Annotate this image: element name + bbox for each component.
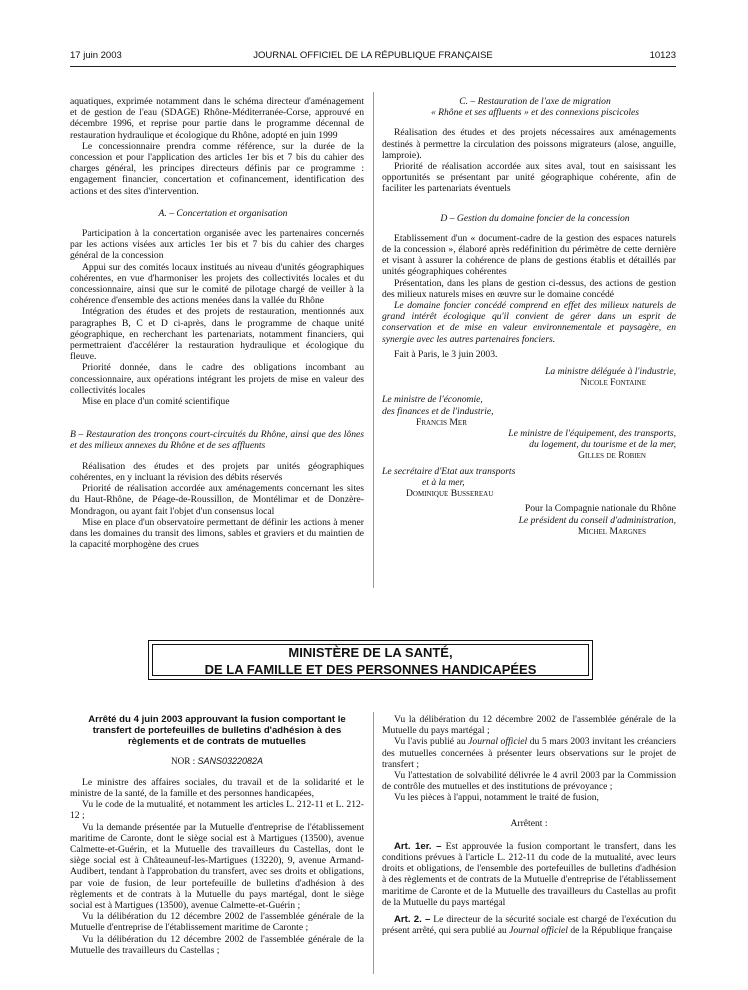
signature-block xyxy=(382,366,676,388)
header-rule xyxy=(70,66,676,67)
paragraph: Réalisation des études et des projets nécessaires aux aménagements destinés à permettre la circulation des poissons migrateurs (alose, anguille, lamproie). xyxy=(382,127,676,161)
paragraph: aquatiques, exprimée notamment dans le schéma directeur d'aménagement et de gestion de l'eau (SDAGE) Rhône-Méditerranée-Corse, approuvé en décembre 1996, et reprise pour partie dans le programme décennal de restauration hydraulique et écologique du Rhône, adopté en juin 1999 xyxy=(70,96,364,141)
signatory-title: Le secrétaire d'Etat aux transports xyxy=(382,465,516,477)
nor-label: NOR : xyxy=(170,755,196,766)
paragraph: Vu la délibération du 12 décembre 2002 de l'assemblée générale de la Mutuelle du pays martégal ; xyxy=(382,714,676,737)
article-2 xyxy=(382,914,676,936)
signatory-title: La ministre déléguée à l'industrie, xyxy=(545,366,676,378)
paragraph: Mise en place d'un comité scientifique xyxy=(82,396,230,408)
paragraph: Appui sur des comités locaux institués au niveau d'unités géographiques cohérentes, en vue d'harmoniser les projets des collectivités locales et du concessionnaire, ainsi que sur le comité de pilotage chargé de veiller à la cohérence d'ensemble des actions menées dans la vallée du Rhône xyxy=(70,261,364,307)
paragraph: Le domaine foncier concédé comprend en effet des milieux naturels de grand intérêt écologique qu'il convient de gérer dans un esprit de conservation et de mise en valeur environnementale et paysagère, en synergie avec les autres partenaires fonciers. xyxy=(382,300,676,345)
signatory-name: Gilles de Robien xyxy=(578,450,646,462)
article-label: Art. 1er. – xyxy=(394,840,442,852)
banner-inner-border xyxy=(152,644,589,676)
section-heading-b: B – Restauration des tronçons court-circuités du Rhône, ainsi que des lônes et des milieux annexes du Rhône et de ses affluents xyxy=(70,429,364,452)
column-left-bottom xyxy=(70,714,364,956)
signature-block xyxy=(382,394,676,428)
journal-ref: Journal officiel xyxy=(509,925,568,937)
paragraph: Priorité de réalisation accordée aux sites aval, tout en saisissant les opportunités se présentant par unité géographique cohérente, afin de faciliter les partenariats éventuels xyxy=(382,161,676,195)
nor-reference xyxy=(70,756,364,767)
ministry-name-line1: MINISTÈRE DE LA SANTÉ, xyxy=(288,645,453,660)
nor-code: SANS0322082A xyxy=(197,755,264,766)
signatory-name: Dominique Bussereau xyxy=(406,488,494,500)
paragraph: Priorité donnée, dans le cadre des obligations incombant au concessionnaire, aux opérations intégrant les projets de mise en valeur des collectivités locales xyxy=(70,362,364,396)
signatory-title: des finances et de l'industrie, xyxy=(382,405,494,417)
text-run: du 5 mars 2003 invitant les créanciers des mutuelles concernées à présenter leurs observations sur le projet de transfert ; xyxy=(382,736,676,770)
text-run: Est approuvée la fusion comportant le transfert, dans les conditions prévues à l'article L. 212-11 du code de la mutualité, avec leurs droits et obligations, de l'ensemble des portefeuilles de bulletins d'adhésion à des règlements et de contrats de la Mutuelle d'entreprise de l'établissement maritime de Caronte et de la Mutuelle des travailleurs du Castellas au profit de la Mutuelle du pays martégal xyxy=(382,840,676,908)
signature-block xyxy=(382,466,676,500)
section-heading-c-sub: « Rhône et ses affluents » et des connexions piscicoles xyxy=(430,107,640,119)
issue-date: 17 juin 2003 xyxy=(70,50,122,61)
section-heading-d: D – Gestion du domaine foncier de la concession xyxy=(440,212,630,224)
text-run: Vu l'avis publié au xyxy=(394,736,469,748)
column-left-top xyxy=(70,96,364,550)
signatory-title: et à la mer, xyxy=(422,476,465,488)
column-right-top xyxy=(382,96,676,537)
column-divider xyxy=(373,712,374,974)
paragraph: Présentation, dans les plans de gestion ci-dessus, des actions de gestion des milieux naturels mises en œuvre sur le domaine concédé xyxy=(382,277,676,300)
section-heading-c: C. – Restauration de l'axe de migration xyxy=(459,96,611,107)
paragraph xyxy=(382,736,676,770)
ministry-name-line2: DE LA FAMILLE ET DES PERSONNES HANDICAPÉES xyxy=(204,662,537,677)
done-at: Fait à Paris, le 3 juin 2003. xyxy=(394,348,498,360)
page-number: 10123 xyxy=(649,50,676,61)
paragraph: Priorité de réalisation accordée aux aménagements concernant les sites du Haut-Rhône, de Péage-de-Roussillon, de Montélimar et de Donzère-Mondragon, ou ayant fait l'objet d'un consensus local xyxy=(70,483,364,517)
signatory-title: Le président du conseil d'administration, xyxy=(518,514,676,526)
paragraph: Vu l'attestation de solvabilité délivrée le 4 avril 2003 par la Commission de contrôle des mutuelles et des institutions de prévoyance ; xyxy=(382,770,676,793)
column-divider xyxy=(373,92,374,588)
journal-ref: Journal officiel xyxy=(468,736,528,748)
paragraph: Etablissement d'un « document-cadre de la gestion des espaces naturels de la concession », élaboré après redéfinition du périmètre de cette dernière et visant à assurer la cohérence de plans de gestions établis et détaillés par unités géographiques cohérentes xyxy=(382,232,676,278)
article-1 xyxy=(382,841,676,908)
paragraph: Vu la délibération du 12 décembre 2002 de l'assemblée générale de la Mutuelle d'entreprise de l'établissement maritime de Caronte ; xyxy=(70,911,364,934)
paragraph: Vu le code de la mutualité, et notamment les articles L. 212-11 et L. 212-12 ; xyxy=(70,799,364,822)
paragraph: Vu la demande présentée par la Mutuelle d'entreprise de l'établissement maritime de Caronte, dont le siège social est à Martigues (13500), avenue Calmette-et-Guérin, et la Mutuelle des travailleurs du Castellas, dont le siège social est à Châteauneuf-les-Martigues (13220), 9, avenue Armand-Audibert, tendant à l'approbation du transfert, avec ses droits et obligations, par voie de fusion, de leur portefeuille de bulletins d'adhésion à des règlements et de contrats à la Mutuelle du pays martégal, dont le siège social est à Martigues (13500), avenue Calmette-et-Guérin ; xyxy=(70,821,364,912)
signature-block xyxy=(382,503,676,537)
paragraph: Le ministre des affaires sociales, du travail et de la solidarité et le ministre de la santé, de la famille et des personnes handicapées, xyxy=(70,776,364,800)
ministry-banner xyxy=(148,640,593,680)
paragraph: Réalisation des études et des projets par unités géographiques cohérentes, en y incluant la révision des débits réservés xyxy=(70,460,364,483)
signatory-title: du logement, du tourisme et de la mer, xyxy=(529,439,676,451)
article-label: Art. 2. – xyxy=(394,914,431,926)
signature-block xyxy=(382,428,676,462)
signatory-title: Le ministre de l'économie, xyxy=(382,394,483,406)
paragraph: Intégration des études et des projets de restauration, mentionnés aux paragraphes B, C et D ci-après, dans le programme de chaque unité géographique, en recherchant les partenariats, notamment financiers, qui permettraient d'accélérer la restauration hydraulique et écologique du fleuve. xyxy=(70,306,364,363)
paragraph: Vu la délibération du 12 décembre 2002 de l'assemblée générale de la Mutuelle des travailleurs du Castellas ; xyxy=(70,933,364,956)
arretent-heading: Arrêtent : xyxy=(510,817,548,829)
text-run: Le directeur de la sécurité sociale est chargé de l'exécution du présent arrêté, qui sera publié au xyxy=(382,914,676,937)
signatory-name: Francis Mer xyxy=(416,416,467,428)
signatory-name: Michel Margnes xyxy=(577,525,646,537)
paragraph: Le concessionnaire prendra comme référence, sur la durée de la concession et pour l'application des articles 1er bis et 7 bis du cahier des charges général, les principes directeurs définis par ce programme : engagement financier, concertation et cofinancement, identification des actions et des sites d'intervention. xyxy=(70,140,364,197)
page-header xyxy=(70,50,676,64)
paragraph: Mise en place d'un observatoire permettant de définir les actions à mener dans les domaines du transit des limons, sables et graviers et du maintien de la capacité morphogène des crues xyxy=(70,516,364,551)
paragraph: Vu les pièces à l'appui, notamment le traité de fusion, xyxy=(394,792,599,804)
section-heading-a: A. – Concertation et organisation xyxy=(158,207,288,219)
decree-title: Arrêté du 4 juin 2003 approuvant la fusion comportant le transfert de portefeuilles de bulletins d'adhésion à des règlements et de contrats de mutuelles xyxy=(88,714,346,748)
signatory-name: Nicole Fontaine xyxy=(580,377,646,389)
signatory-title: Le ministre de l'équipement, des transports, xyxy=(508,428,676,440)
column-right-bottom xyxy=(382,714,676,936)
journal-title: JOURNAL OFFICIEL DE LA RÉPUBLIQUE FRANÇAISE xyxy=(253,50,493,61)
text-run: de la République française xyxy=(567,925,673,937)
paragraph: Participation à la concertation organisée avec les partenaires concernés par les actions visées aux articles 1er bis et 7 bis du cahier des charges général de la concession xyxy=(70,228,364,262)
signatory-title: Pour la Compagnie nationale du Rhône xyxy=(524,503,676,515)
